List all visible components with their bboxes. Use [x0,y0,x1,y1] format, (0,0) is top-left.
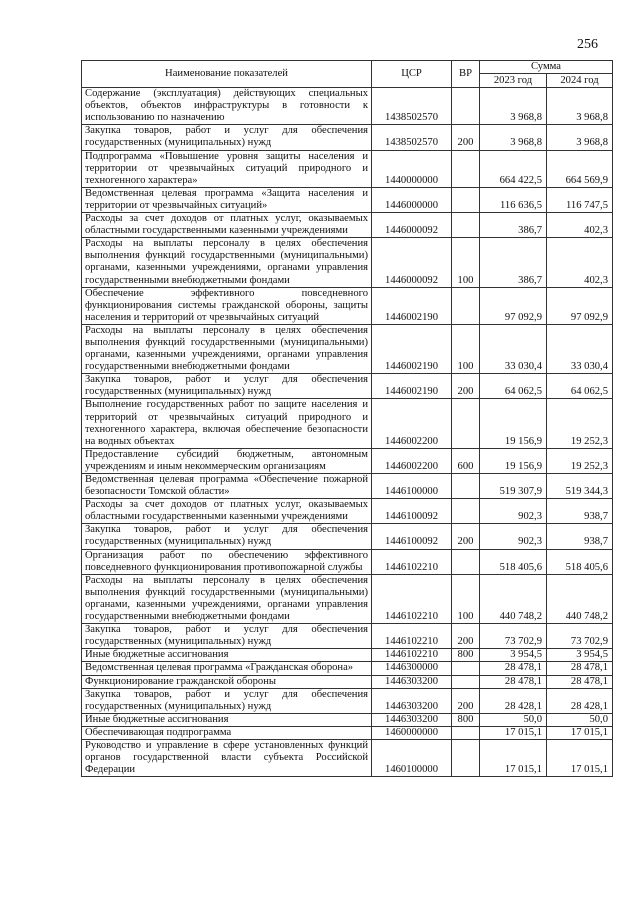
row-csr-cell: 1446002200 [372,448,452,473]
table-row [82,238,613,287]
row-vr-cell: 200 [452,125,480,150]
table-row [82,448,613,473]
row-sum-2024-cell: 97 092,9 [547,287,613,324]
row-vr-cell: 100 [452,238,480,287]
row-sum-2024-cell: 664 569,9 [547,150,613,187]
row-name-cell: Предоставление субсидий бюджетным, автономным учреждениям и иным некоммерческим организациям [82,448,372,473]
row-vr-cell: 200 [452,374,480,399]
table-row [82,374,613,399]
row-sum-2023-cell: 17 015,1 [480,739,547,776]
row-name-cell: Ведомственная целевая программа «Защита населения и территории от чрезвычайных ситуаций» [82,187,372,212]
row-sum-2023-cell: 386,7 [480,238,547,287]
row-sum-2023-cell: 28 428,1 [480,688,547,713]
row-sum-2024-cell: 28 478,1 [547,662,613,675]
row-csr-cell: 1446000092 [372,213,452,238]
row-csr-cell: 1446000000 [372,187,452,212]
table-row [82,88,613,125]
row-name-cell: Руководство и управление в сфере установленных функций органов государственной власти субъекта Российской Федерации [82,739,372,776]
row-name-cell: Закупка товаров, работ и услуг для обеспечения государственных (муниципальных) нужд [82,374,372,399]
row-vr-cell [452,675,480,688]
row-csr-cell: 1438502570 [372,125,452,150]
row-sum-2023-cell: 97 092,9 [480,287,547,324]
row-sum-2024-cell: 402,3 [547,213,613,238]
row-sum-2024-cell: 938,7 [547,524,613,549]
row-csr-cell: 1446300000 [372,662,452,675]
row-sum-2024-cell: 19 252,3 [547,448,613,473]
table-row [82,549,613,574]
row-name-cell: Содержание (эксплуатация) действующих специальных объектов, объектов инфраструктуры в готовности к использованию по назначению [82,88,372,125]
row-sum-2023-cell: 19 156,9 [480,448,547,473]
row-vr-cell [452,88,480,125]
row-name-cell: Обеспечивающая подпрограмма [82,726,372,739]
row-vr-cell [452,739,480,776]
row-name-cell: Подпрограмма «Повышение уровня защиты населения и территории от чрезвычайных ситуаций природного и техногенного характера» [82,150,372,187]
row-sum-2024-cell: 3 968,8 [547,88,613,125]
header-name: Наименование показателей [82,61,372,88]
row-csr-cell: 1446102210 [372,549,452,574]
row-sum-2023-cell: 902,3 [480,524,547,549]
table-row [82,524,613,549]
row-sum-2023-cell: 386,7 [480,213,547,238]
row-vr-cell: 600 [452,448,480,473]
row-vr-cell: 100 [452,574,480,623]
table-row [82,713,613,726]
row-sum-2023-cell: 28 478,1 [480,675,547,688]
row-csr-cell: 1460000000 [372,726,452,739]
row-vr-cell: 800 [452,713,480,726]
table-row [82,150,613,187]
table-row [82,474,613,499]
row-csr-cell: 1440000000 [372,150,452,187]
row-vr-cell: 800 [452,649,480,662]
row-sum-2023-cell: 19 156,9 [480,399,547,448]
row-csr-cell: 1446102210 [372,649,452,662]
row-name-cell: Закупка товаров, работ и услуг для обеспечения государственных (муниципальных) нужд [82,688,372,713]
table-row [82,125,613,150]
table-row [82,739,613,776]
row-sum-2023-cell: 3 968,8 [480,88,547,125]
row-vr-cell [452,399,480,448]
table-row [82,324,613,373]
table-row [82,675,613,688]
row-vr-cell [452,499,480,524]
table-row [82,187,613,212]
row-name-cell: Расходы на выплаты персоналу в целях обеспечения выполнения функций государственными (муниципальными) органами, казенными учреждениями, органами управления государственными внебюджетными фондами [82,574,372,623]
row-sum-2024-cell: 28 478,1 [547,675,613,688]
table-header-row [82,61,613,74]
row-csr-cell: 1446303200 [372,688,452,713]
row-vr-cell: 100 [452,324,480,373]
row-sum-2024-cell: 518 405,6 [547,549,613,574]
row-sum-2024-cell: 402,3 [547,238,613,287]
row-vr-cell [452,287,480,324]
row-csr-cell: 1446102210 [372,574,452,623]
row-csr-cell: 1460100000 [372,739,452,776]
row-name-cell: Функционирование гражданской обороны [82,675,372,688]
table-row [82,399,613,448]
table-body [82,88,613,777]
row-sum-2023-cell: 902,3 [480,499,547,524]
row-vr-cell [452,187,480,212]
row-name-cell: Иные бюджетные ассигнования [82,649,372,662]
header-year-2024: 2024 год [547,74,613,88]
page-number: 256 [577,37,598,52]
row-csr-cell: 1446303200 [372,675,452,688]
header-year-2023: 2023 год [480,74,547,88]
row-sum-2023-cell: 519 307,9 [480,474,547,499]
row-sum-2023-cell: 17 015,1 [480,726,547,739]
row-csr-cell: 1446002190 [372,374,452,399]
table-row [82,624,613,649]
row-sum-2023-cell: 3 968,8 [480,125,547,150]
row-sum-2024-cell: 440 748,2 [547,574,613,623]
header-sum: Сумма [480,61,613,74]
row-sum-2024-cell: 116 747,5 [547,187,613,212]
table-row [82,499,613,524]
row-name-cell: Ведомственная целевая программа «Гражданская оборона» [82,662,372,675]
row-name-cell: Расходы за счет доходов от платных услуг, оказываемых областными государственными казенными учреждениями [82,499,372,524]
row-csr-cell: 1446100092 [372,524,452,549]
row-sum-2023-cell: 3 954,5 [480,649,547,662]
row-name-cell: Расходы на выплаты персоналу в целях обеспечения выполнения функций государственными (муниципальными) органами, казенными учреждениями, органами управления государственными внебюджетными фондами [82,324,372,373]
row-csr-cell: 1446002190 [372,324,452,373]
row-sum-2023-cell: 116 636,5 [480,187,547,212]
row-sum-2024-cell: 19 252,3 [547,399,613,448]
row-vr-cell [452,726,480,739]
row-vr-cell [452,662,480,675]
header-vr: ВР [452,61,480,88]
row-vr-cell [452,474,480,499]
row-name-cell: Расходы на выплаты персоналу в целях обеспечения выполнения функций государственными (муниципальными) органами, казенными учреждениями, органами управления государственными внебюджетными фондами [82,238,372,287]
row-sum-2023-cell: 73 702,9 [480,624,547,649]
table-row [82,688,613,713]
row-name-cell: Расходы за счет доходов от платных услуг, оказываемых областными государственными казенными учреждениями [82,213,372,238]
row-name-cell: Ведомственная целевая программа «Обеспечение пожарной безопасности Томской области» [82,474,372,499]
row-sum-2024-cell: 17 015,1 [547,726,613,739]
table-row [82,726,613,739]
row-vr-cell [452,549,480,574]
row-name-cell: Закупка товаров, работ и услуг для обеспечения государственных (муниципальных) нужд [82,524,372,549]
row-sum-2023-cell: 50,0 [480,713,547,726]
row-sum-2024-cell: 73 702,9 [547,624,613,649]
row-csr-cell: 1446002200 [372,399,452,448]
row-csr-cell: 1446100092 [372,499,452,524]
row-csr-cell: 1446100000 [372,474,452,499]
row-name-cell: Иные бюджетные ассигнования [82,713,372,726]
row-name-cell: Закупка товаров, работ и услуг для обеспечения государственных (муниципальных) нужд [82,624,372,649]
row-sum-2023-cell: 28 478,1 [480,662,547,675]
row-sum-2024-cell: 33 030,4 [547,324,613,373]
row-sum-2024-cell: 50,0 [547,713,613,726]
row-sum-2023-cell: 664 422,5 [480,150,547,187]
row-vr-cell: 200 [452,624,480,649]
row-csr-cell: 1446002190 [372,287,452,324]
row-csr-cell: 1438502570 [372,88,452,125]
row-sum-2024-cell: 3 968,8 [547,125,613,150]
budget-table [81,60,613,777]
row-name-cell: Выполнение государственных работ по защите населения и территорий от чрезвычайных ситуаций природного и техногенного характера, включая обеспечение безопасности на водных объектах [82,399,372,448]
row-vr-cell: 200 [452,688,480,713]
row-vr-cell [452,213,480,238]
row-name-cell: Организация работ по обеспечению эффективного повседневного функционирования противопожарной службы [82,549,372,574]
row-sum-2024-cell: 17 015,1 [547,739,613,776]
table-row [82,649,613,662]
row-vr-cell: 200 [452,524,480,549]
row-sum-2023-cell: 64 062,5 [480,374,547,399]
row-csr-cell: 1446303200 [372,713,452,726]
table-row [82,574,613,623]
table-row [82,287,613,324]
row-vr-cell [452,150,480,187]
row-name-cell: Закупка товаров, работ и услуг для обеспечения государственных (муниципальных) нужд [82,125,372,150]
header-csr: ЦСР [372,61,452,88]
row-sum-2023-cell: 518 405,6 [480,549,547,574]
table-row [82,662,613,675]
row-sum-2024-cell: 519 344,3 [547,474,613,499]
row-name-cell: Обеспечение эффективного повседневного функционирования системы гражданской обороны, защиты населения и территорий от чрезвычайных ситуаций [82,287,372,324]
row-sum-2024-cell: 64 062,5 [547,374,613,399]
row-sum-2024-cell: 3 954,5 [547,649,613,662]
row-sum-2024-cell: 938,7 [547,499,613,524]
row-sum-2024-cell: 28 428,1 [547,688,613,713]
row-sum-2023-cell: 440 748,2 [480,574,547,623]
row-sum-2023-cell: 33 030,4 [480,324,547,373]
row-csr-cell: 1446102210 [372,624,452,649]
row-csr-cell: 1446000092 [372,238,452,287]
table-row [82,213,613,238]
